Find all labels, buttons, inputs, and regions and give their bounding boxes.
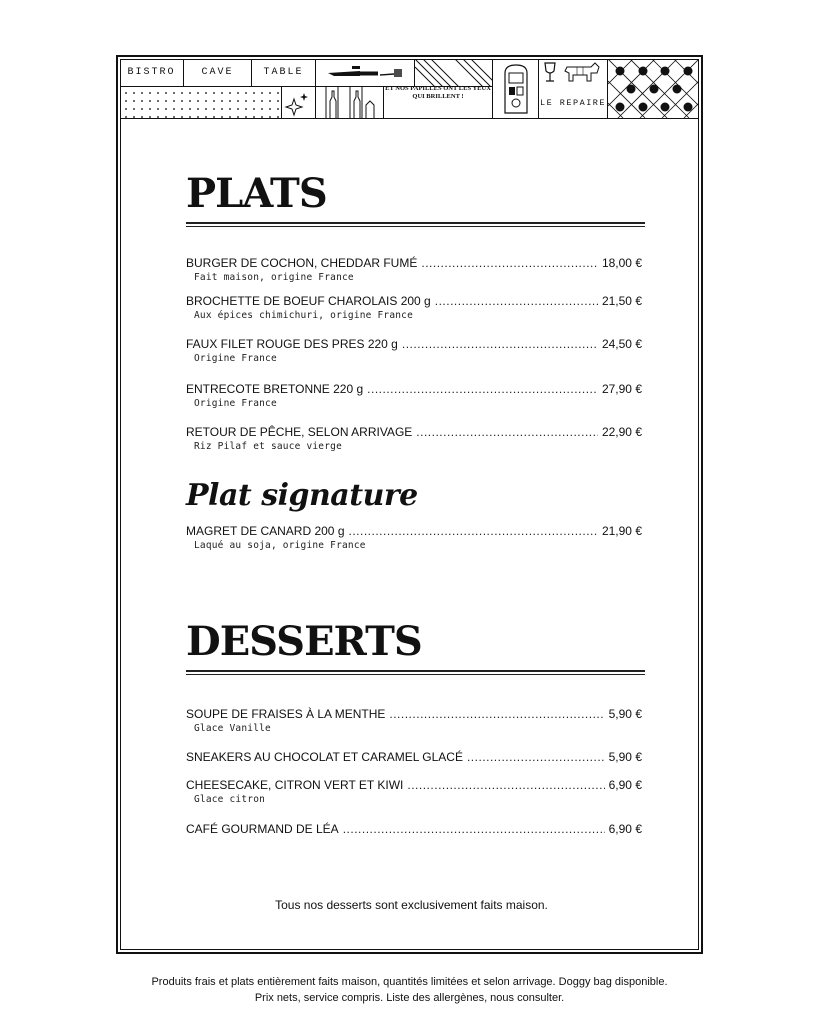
menu-item	[186, 425, 642, 453]
menu-item	[186, 382, 642, 410]
item-price: 24,50 €	[601, 337, 642, 351]
header-word-bistro: BISTRO	[120, 59, 184, 87]
tagline: ET NOS PAPILLES ONT LES YEUX QUI BRILLENT !	[384, 67, 493, 118]
menu-item	[186, 750, 642, 765]
item-price: 6,90 €	[608, 822, 642, 836]
item-price: 27,90 €	[601, 382, 642, 396]
diamond-dots-pattern	[608, 59, 699, 118]
item-description: Fait maison, origine France	[194, 272, 354, 283]
item-price: 18,00 €	[601, 256, 642, 270]
item-name: FAUX FILET ROUGE DES PRES 220 g	[186, 337, 398, 351]
menu-item	[186, 707, 642, 735]
item-price: 21,50 €	[601, 294, 642, 308]
menu-item	[186, 337, 642, 365]
item-description: Origine France	[194, 353, 277, 364]
menu-item	[186, 822, 642, 837]
item-description: Laqué au soja, origine France	[194, 540, 366, 551]
item-price: 6,90 €	[608, 778, 642, 792]
item-description: Aux épices chimichuri, origine France	[194, 310, 414, 321]
section-title-signature: Plat signature	[186, 478, 418, 513]
item-name: MAGRET DE CANARD 200 g	[186, 524, 345, 538]
item-name: BURGER DE COCHON, CHEDDAR FUMÉ	[186, 256, 418, 270]
item-price: 22,90 €	[601, 425, 642, 439]
menu-item	[186, 256, 642, 284]
footer-line-2: Prix nets, service compris. Liste des allergènes, nous consulter.	[254, 992, 565, 1004]
brand-name: LE REPAIRE	[539, 87, 608, 118]
item-name: SNEAKERS AU CHOCOLAT ET CARAMEL GLACÉ	[186, 750, 463, 764]
section-rule-plats	[186, 222, 645, 227]
emblem-icon	[493, 59, 539, 118]
section-rule-desserts	[186, 670, 645, 675]
desserts-note: Tous nos desserts sont exclusivement faits maison.	[275, 898, 548, 912]
item-name: CAFÉ GOURMAND DE LÉA	[186, 822, 339, 836]
item-name: SOUPE DE FRAISES À LA MENTHE	[186, 707, 386, 721]
header-word-table: TABLE	[252, 59, 316, 87]
item-name: CHEESECAKE, CITRON VERT ET KIWI	[186, 778, 404, 792]
section-title-plats: PLATS	[186, 170, 327, 217]
item-price: 5,90 €	[608, 750, 642, 764]
sparkle-icon	[282, 87, 316, 118]
menu-item	[186, 524, 642, 552]
menu-item	[186, 778, 642, 806]
footer-line-1: Produits frais et plats entièrement faits maison, quantités limitées et selon arrivage. Doggy bag disponible.	[151, 976, 668, 988]
dots-pattern	[120, 87, 282, 118]
section-title-desserts: DESSERTS	[186, 618, 422, 665]
page-footer	[0, 974, 819, 1006]
item-description: Glace Vanille	[194, 723, 271, 734]
bottles-icon	[316, 87, 384, 118]
item-description: Origine France	[194, 398, 277, 409]
item-name: ENTRECOTE BRETONNE 220 g	[186, 382, 364, 396]
item-name: BROCHETTE DE BOEUF CHAROLAIS 200 g	[186, 294, 431, 308]
menu-item	[186, 294, 642, 322]
item-name: RETOUR DE PÊCHE, SELON ARRIVAGE	[186, 425, 413, 439]
item-description: Riz Pilaf et sauce vierge	[194, 441, 342, 452]
wine-cow-icons	[539, 59, 608, 87]
menu-header	[120, 59, 699, 119]
item-price: 21,90 €	[601, 524, 642, 538]
item-price: 5,90 €	[608, 707, 642, 721]
header-word-cave: CAVE	[184, 59, 252, 87]
item-description: Glace citron	[194, 794, 266, 805]
